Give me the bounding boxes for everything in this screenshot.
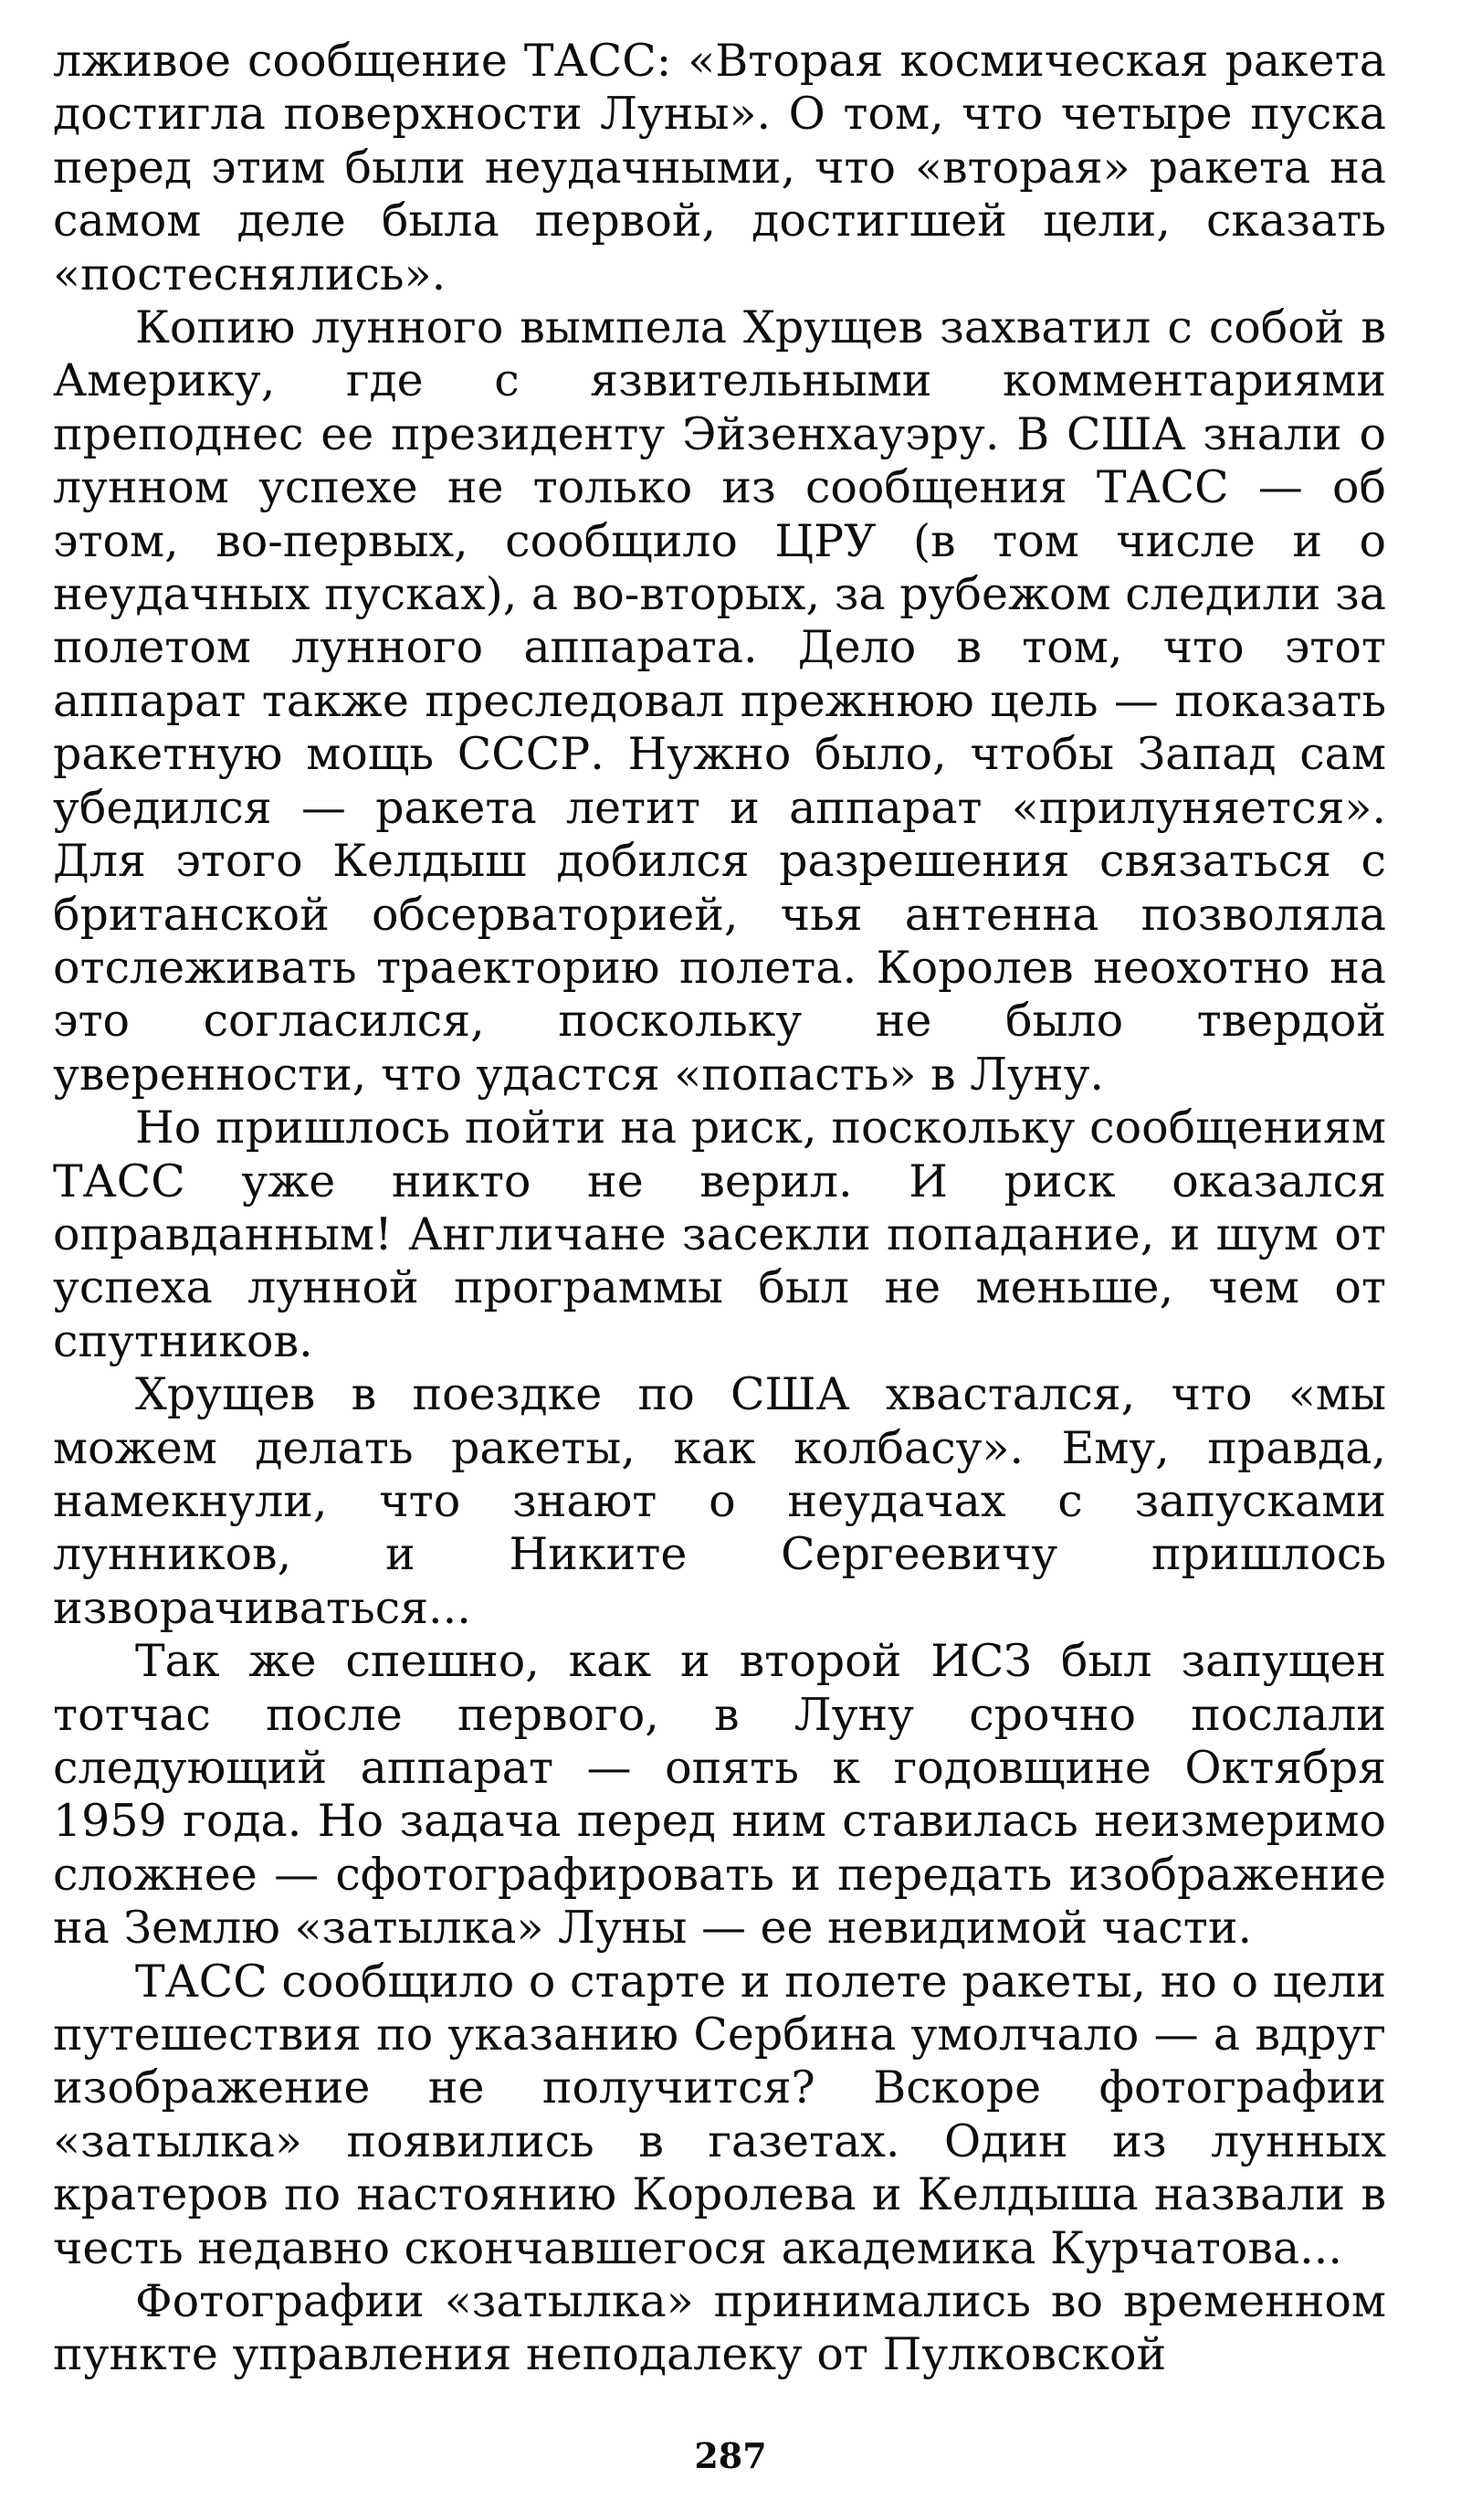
paragraph-4: Хрущев в поездке по США хвастался, что «мы можем делать ракеты, как колбасу». Ему, правда, намекнули, что знают о неудачах с запусками лунников, и Никите Сергеевичу пришлось изворачиваться... [53, 1368, 1386, 1634]
paragraph-7: Фотографии «затылка» принимались во временном пункте управления неподалеку от Пулковской [53, 2275, 1386, 2381]
page-number: 287 [694, 2435, 767, 2476]
paragraph-5: Так же спешно, как и второй ИСЗ был запущен тотчас после первого, в Луну срочно послали следующий аппарат — опять к годовщине Октября 1959 года. Но задача перед ним ставилась неизмеримо сложнее — сфотографировать и передать изображение на Землю «затылка» Луны — ее невидимой части. [53, 1635, 1386, 1955]
paragraph-2: Копию лунного вымпела Хрущев захватил с собой в Америку, где с язвительными комментариями преподнес ее президенту Эйзенхауэру. В США знали о лунном успехе не только из сообщения ТАСС — об этом, во-первых, сообщило ЦРУ (в том числе и о неудачных пусках), а во-вторых, за рубежом следили за полетом лунного аппарата. Дело в том, что этот аппарат также преследовал прежнюю цель — показать ракетную мощь СССР. Нужно было, чтобы Запад сам убедился — ракета летит и аппарат «прилуняется». Для этого Келдыш добился разрешения связаться с британской обсерваторией, чья антенна позволяла отслеживать траекторию полета. Королев неохотно на это согласился, поскольку не было твердой уверенности, что удастся «попасть» в Луну. [53, 301, 1386, 1101]
paragraph-1: лживое сообщение ТАСС: «Вторая космическая ракета достигла поверхности Луны». О том, что четыре пуска перед этим были неудачными, что «вторая» ракета на самом деле была первой, достигшей цели, сказать «постеснялись». [53, 35, 1386, 301]
page-body [53, 35, 1386, 2382]
paragraph-3: Но пришлось пойти на риск, поскольку сообщениям ТАСС уже никто не верил. И риск оказался оправданным! Англичане засекли попадание, и шум от успеха лунной программы был не меньше, чем от спутников. [53, 1102, 1386, 1367]
paragraph-6: ТАСС сообщило о старте и полете ракеты, но о цели путешествия по указанию Сербина умолчало — а вдруг изображение не получится? Вскоре фотографии «затылка» появились в газетах. Один из лунных кратеров по настоянию Королева и Келдыша назвали в честь недавно скончавшегося академика Курчатова... [53, 1955, 1386, 2274]
